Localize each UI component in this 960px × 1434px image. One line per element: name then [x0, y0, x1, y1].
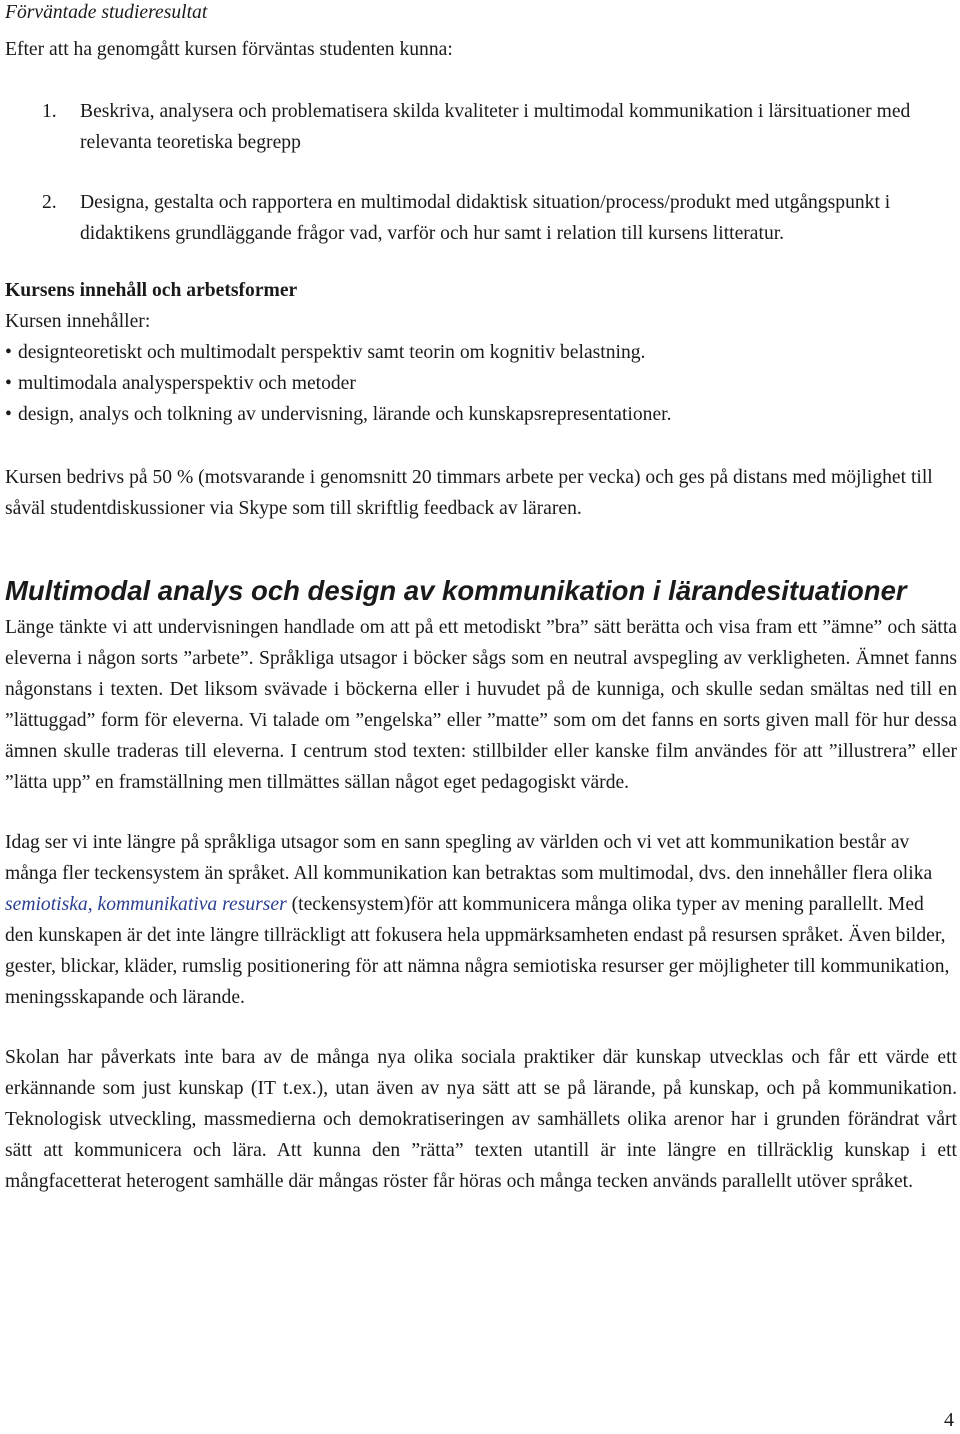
course-format-paragraph: Kursen bedrivs på 50 % (motsvarande i genomsnitt 20 timmars arbete per vecka) och ges på distans med möjlighet till såväl studentdiskussioner via Skype som till skriftlig feedback av läraren. [5, 467, 933, 519]
outcomes-list [5, 96, 957, 249]
outcomes-intro: Efter att ha genomgått kursen förväntas studenten kunna: [5, 39, 453, 60]
outcome-text: Designa, gestalta och rapportera en multimodal didaktisk situation/process/produkt med utgångspunkt i didaktikens grundläggande frågor vad, varför och hur samt i relation till kursens litteratur. [80, 192, 891, 244]
article-title: Multimodal analys och design av kommunikation i lärandesituationer [5, 575, 907, 606]
paragraph-text: Idag ser vi inte längre på språkliga utsagor som en sann spegling av världen och vi vet att kommunikation består av många fler teckensystem än språket. All kommunikation kan betraktas som multimodal, dvs. den innehåller flera olika [5, 832, 933, 884]
bullet-marker: • [5, 342, 12, 363]
outcome-number: 2. [42, 192, 57, 213]
outcome-number: 1. [42, 101, 57, 122]
heading-course-content: Kursens innehåll och arbetsformer [5, 280, 298, 301]
bullet-text: multimodala analysperspektiv och metoder [18, 373, 356, 394]
bullet-item [5, 337, 957, 368]
bullet-marker: • [5, 404, 12, 425]
outcome-item [5, 96, 957, 158]
document-page [5, 0, 957, 1197]
outcome-item [5, 187, 957, 249]
emphasized-term: semiotiska, kommunikativa resurser [5, 894, 287, 915]
heading-expected-outcomes: Förväntade studieresultat [5, 2, 208, 23]
content-bullet-list [5, 337, 957, 430]
bullet-marker: • [5, 373, 12, 394]
content-intro: Kursen innehåller: [5, 311, 151, 332]
article-paragraph-1: Länge tänkte vi att undervisningen handlade om att på ett metodiskt ”bra” sätt berätta och visa fram ett ”ämne” och sätta eleverna i någon sorts ”arbete”. Språkliga utsagor i böcker sågs som en neutral avspegling av verkligheten. Ämnet fanns någonstans i texten. Det liksom svävade i böckerna eller i huvudet på de kunniga, och skulle sedan smältas ned till en ”lättuggad” form för eleverna. Vi talade om ”engelska” eller ”matte” som om det fanns en sorts given mall för hur dessa ämnen skulle traderas till eleverna. I centrum stod texten: stillbilder eller kanske film användes för att ”illustrera” eller ”lätta upp” en framställning men tillmättes sällan något eget pedagogiskt värde. [5, 617, 957, 793]
page-number: 4 [944, 1409, 954, 1431]
bullet-text: design, analys och tolkning av undervisning, lärande och kunskapsrepresentationer. [18, 404, 672, 425]
bullet-item [5, 368, 957, 399]
article-paragraph-3: Skolan har påverkats inte bara av de många nya olika sociala praktiker där kunskap utvecklas och får ett värde ett erkännande som just kunskap (IT t.ex.), utan även av nya sätt att se på lärande, på kunskap, och på kommunikation. Teknologisk utveckling, massmedierna och demokratiseringen av samhällets olika arenor har i grunden förändrat vårt sätt att kommunicera och lära. Att kunna den ”rätta” texten utantill är inte längre en tillräcklig kunskap i ett mångfacetterat heterogent samhälle där mångas röster får höras och många tecken används parallellt utöver språket. [5, 1047, 957, 1192]
article-paragraph-2 [5, 827, 957, 1013]
bullet-item [5, 399, 957, 430]
outcome-text: Beskriva, analysera och problematisera skilda kvaliteter i multimodal kommunikation i lärsituationer med relevanta teoretiska begrepp [80, 101, 911, 153]
bullet-text: designteoretiskt och multimodalt perspektiv samt teorin om kognitiv belastning. [18, 342, 646, 363]
paragraph-text: (teckensystem)för att kommunicera många olika typer av mening parallellt. Med den kunskapen är det inte längre tillräckligt att fokusera hela uppmärksamheten endast på resursen språket. Även bilder, gester, blickar, kläder, rumslig positionering för att nämna några semiotiska resurser ger möjligheter till kommunikation, meningsskapande och lärande. [5, 894, 950, 1008]
